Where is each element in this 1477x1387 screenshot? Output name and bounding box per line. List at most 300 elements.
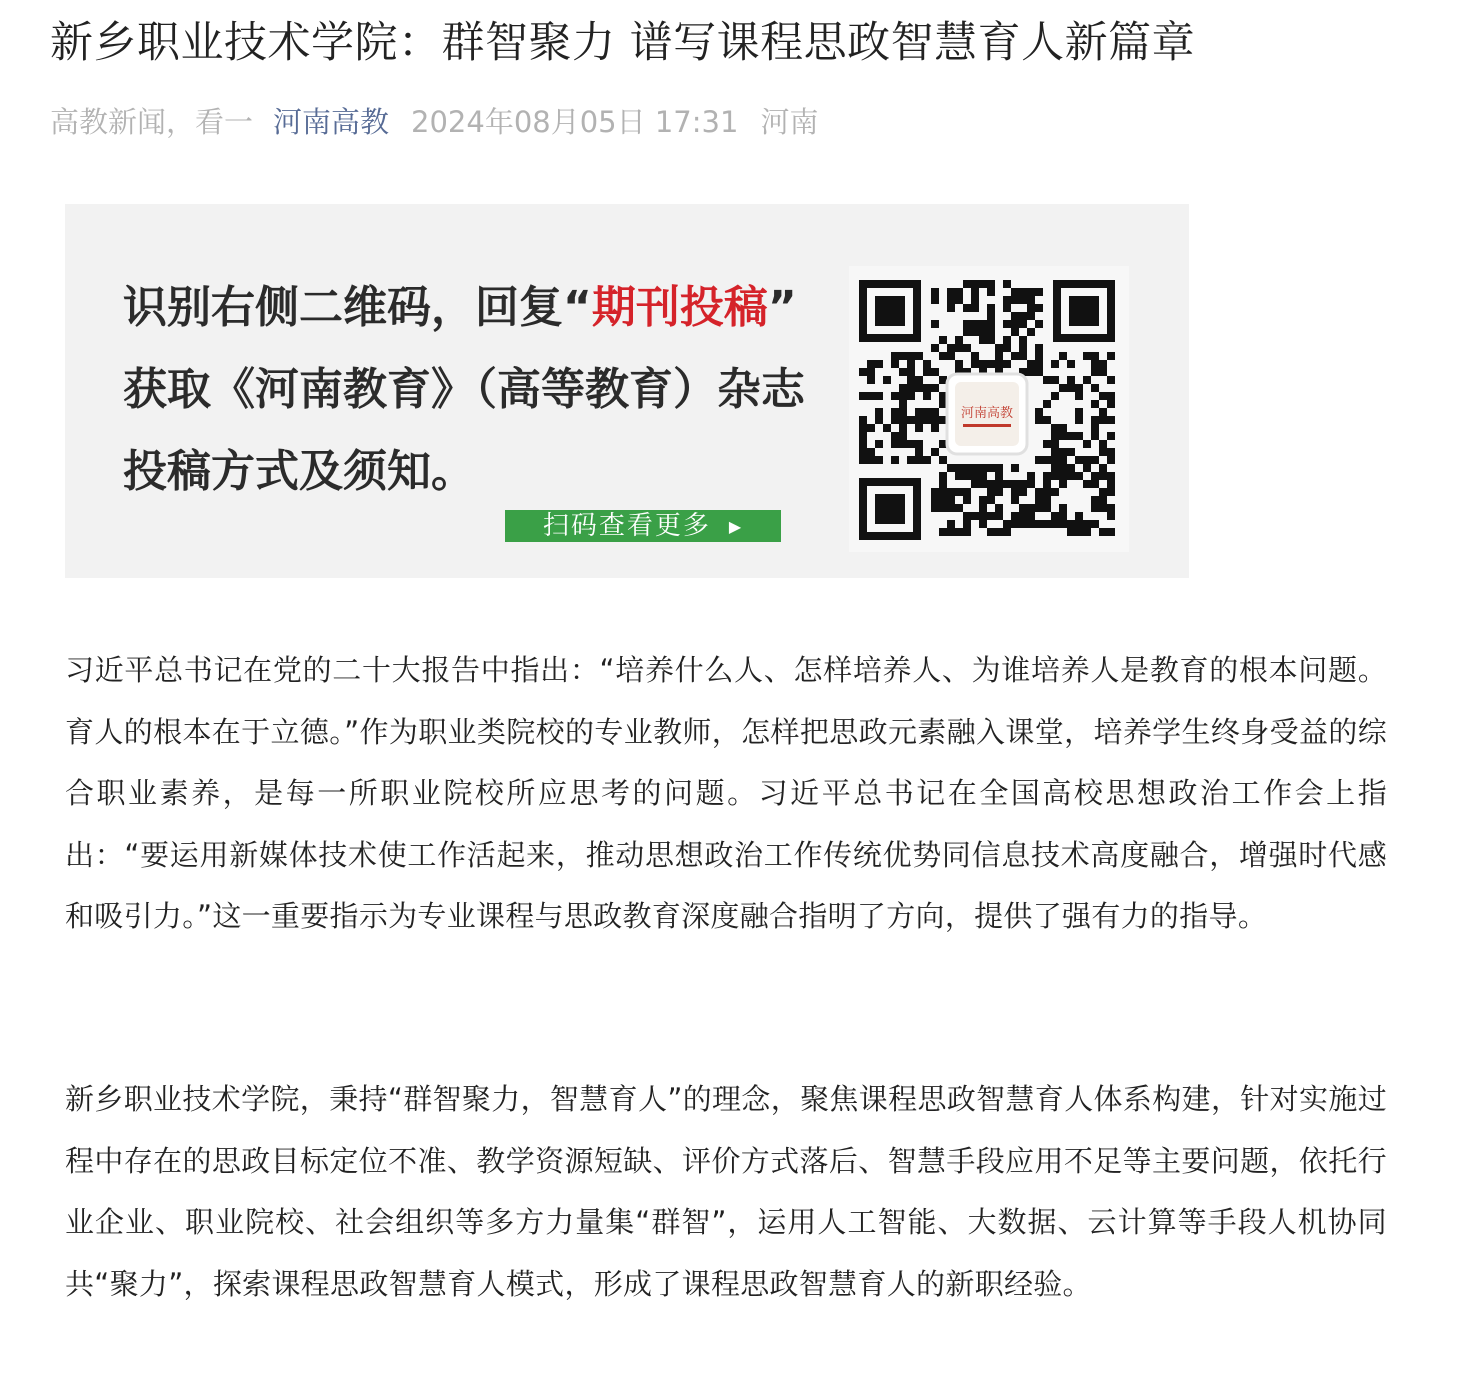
- qr-module: [947, 352, 955, 360]
- qr-module: [971, 328, 979, 336]
- qr-module: [1051, 432, 1059, 440]
- qr-module: [1019, 296, 1027, 304]
- qr-module: [987, 488, 995, 496]
- qr-module: [1107, 448, 1115, 456]
- qr-module: [1067, 384, 1075, 392]
- qr-module: [1075, 416, 1083, 424]
- qr-module: [947, 464, 955, 472]
- qr-module: [867, 456, 875, 464]
- qr-module: [963, 520, 971, 528]
- qr-module: [1035, 488, 1043, 496]
- qr-module: [891, 456, 899, 464]
- qr-module: [883, 376, 891, 384]
- qr-module: [1011, 488, 1019, 496]
- qr-module: [1051, 464, 1059, 472]
- qr-module: [971, 512, 979, 520]
- qr-module: [899, 352, 907, 360]
- qr-module: [1083, 456, 1091, 464]
- qr-module: [939, 528, 947, 536]
- qr-module: [1099, 440, 1107, 448]
- qr-module: [891, 432, 899, 440]
- qr-module: [987, 480, 995, 488]
- article-paragraph-1: 习近平总书记在党的二十大报告中指出：“培养什么人、怎样培养人、为谁培养人是教育的根本问题。育人的根本在于立德。”作为职业类院校的专业教师，怎样把思政元素融入课堂，培养学生终身受益的综合职业素养，是每一所职业院校所应思考的问题。习近平总书记在全国高校思想政治工作会上指出：“要运用新媒体技术使工作活起来，推动思想政治工作传统优势同信息技术高度融合，增强时代感和吸引力。”这一重要指示为专业课程与思政教育深度融合指明了方向，提供了强有力的指导。: [65, 653, 1387, 933]
- qr-module: [947, 288, 955, 296]
- qr-module: [923, 384, 931, 392]
- qr-module: [1075, 392, 1083, 400]
- qr-module: [1003, 520, 1011, 528]
- qr-module: [1011, 496, 1019, 504]
- qr-finder-bottom-left: [859, 478, 921, 540]
- qr-module: [979, 512, 987, 520]
- qr-module: [1027, 296, 1035, 304]
- qr-module: [915, 456, 923, 464]
- qr-module: [1051, 440, 1059, 448]
- qr-module: [955, 488, 963, 496]
- qr-module: [1035, 504, 1043, 512]
- qr-module: [1027, 328, 1035, 336]
- qr-module: [1107, 376, 1115, 384]
- qr-module: [907, 392, 915, 400]
- qr-module: [1003, 360, 1011, 368]
- qr-module: [939, 352, 947, 360]
- qr-module: [1099, 464, 1107, 472]
- qr-module: [1091, 416, 1099, 424]
- qr-module: [987, 288, 995, 296]
- qr-module: [1035, 304, 1043, 312]
- qr-module: [1099, 528, 1107, 536]
- qr-module: [995, 360, 1003, 368]
- qr-module: [979, 360, 987, 368]
- qr-module: [923, 392, 931, 400]
- qr-module: [995, 512, 1003, 520]
- qr-module: [1067, 520, 1075, 528]
- qr-module: [947, 344, 955, 352]
- qr-module: [1019, 520, 1027, 528]
- qr-module: [1035, 360, 1043, 368]
- qr-module: [891, 360, 899, 368]
- qr-module: [875, 360, 883, 368]
- qr-module: [915, 424, 923, 432]
- qr-module: [1091, 368, 1099, 376]
- qr-module: [1027, 480, 1035, 488]
- qr-module: [1059, 480, 1067, 488]
- qr-module: [995, 352, 1003, 360]
- qr-module: [1075, 472, 1083, 480]
- qr-module: [955, 528, 963, 536]
- qr-module: [923, 416, 931, 424]
- article-meta: [50, 100, 818, 144]
- qr-module: [891, 392, 899, 400]
- qr-module: [907, 376, 915, 384]
- qr-module: [1091, 496, 1099, 504]
- qr-module: [1043, 376, 1051, 384]
- qr-module: [1035, 496, 1043, 504]
- qr-module: [995, 528, 1003, 536]
- qr-module: [875, 456, 883, 464]
- qr-module: [987, 312, 995, 320]
- qr-module: [1003, 336, 1011, 344]
- qr-module: [907, 440, 915, 448]
- qr-module: [1067, 432, 1075, 440]
- banner-line-2: 获取《河南教育》（高等教育）杂志: [123, 364, 805, 415]
- qr-module: [899, 432, 907, 440]
- qr-module: [1011, 312, 1019, 320]
- qr-module: [907, 456, 915, 464]
- qr-module: [1035, 456, 1043, 464]
- qr-module: [1059, 472, 1067, 480]
- qr-module: [931, 448, 939, 456]
- qr-module: [1091, 480, 1099, 488]
- qr-module: [931, 488, 939, 496]
- qr-module: [1091, 360, 1099, 368]
- qr-module: [931, 416, 939, 424]
- qr-module: [931, 384, 939, 392]
- qr-module: [995, 464, 1003, 472]
- qr-module: [987, 528, 995, 536]
- qr-module: [1091, 400, 1099, 408]
- qr-module: [1091, 472, 1099, 480]
- qr-module: [1107, 392, 1115, 400]
- qr-module: [891, 440, 899, 448]
- qr-module: [987, 496, 995, 504]
- qr-module: [1067, 360, 1075, 368]
- qr-module: [1027, 304, 1035, 312]
- qr-module: [1107, 528, 1115, 536]
- meta-account-link[interactable]: 河南高教: [273, 105, 390, 139]
- qr-module: [915, 352, 923, 360]
- qr-module: [979, 280, 987, 288]
- article-title: 新乡职业技术学院：群智聚力 谱写课程思政智慧育人新篇章: [50, 18, 1196, 68]
- qr-module: [1051, 488, 1059, 496]
- qr-module: [987, 464, 995, 472]
- qr-module: [899, 416, 907, 424]
- qr-module: [859, 448, 867, 456]
- qr-module: [1011, 320, 1019, 328]
- qr-module: [1107, 480, 1115, 488]
- meta-author: 高教新闻，看一: [50, 105, 254, 139]
- qr-module: [859, 368, 867, 376]
- qr-module: [1107, 432, 1115, 440]
- qr-module: [915, 408, 923, 416]
- qr-module: [899, 392, 907, 400]
- qr-module: [1059, 432, 1067, 440]
- qr-module: [859, 416, 867, 424]
- qr-module: [931, 296, 939, 304]
- qr-module: [867, 392, 875, 400]
- qr-module: [1019, 320, 1027, 328]
- qr-module: [947, 528, 955, 536]
- qr-module: [995, 480, 1003, 488]
- qr-module: [971, 480, 979, 488]
- qr-module: [971, 288, 979, 296]
- qr-module: [923, 408, 931, 416]
- qr-module: [1107, 512, 1115, 520]
- qr-module: [1027, 288, 1035, 296]
- qr-module: [979, 480, 987, 488]
- qr-module: [963, 304, 971, 312]
- qr-module: [1051, 360, 1059, 368]
- qr-module: [1059, 352, 1067, 360]
- qr-module: [963, 344, 971, 352]
- submission-banner-image: [65, 204, 1189, 578]
- qr-code-icon: [849, 266, 1129, 552]
- qr-module: [1067, 448, 1075, 456]
- qr-module: [923, 360, 931, 368]
- qr-module: [987, 320, 995, 328]
- qr-module: [1043, 520, 1051, 528]
- qr-module: [1027, 360, 1035, 368]
- qr-module: [1059, 456, 1067, 464]
- qr-module: [907, 352, 915, 360]
- qr-module: [995, 504, 1003, 512]
- qr-module: [1075, 432, 1083, 440]
- banner-line-3: 投稿方式及须知。: [123, 446, 475, 497]
- qr-module: [963, 328, 971, 336]
- qr-module: [1067, 528, 1075, 536]
- qr-module: [955, 344, 963, 352]
- qr-module: [1019, 480, 1027, 488]
- qr-module: [1043, 504, 1051, 512]
- qr-module: [979, 504, 987, 512]
- qr-module: [1019, 344, 1027, 352]
- qr-module: [955, 288, 963, 296]
- qr-module: [963, 512, 971, 520]
- qr-module: [1067, 464, 1075, 472]
- banner-keyword-highlight: 期刊投稿: [591, 282, 768, 333]
- qr-module: [971, 296, 979, 304]
- qr-module: [987, 336, 995, 344]
- qr-module: [1107, 352, 1115, 360]
- qr-module: [1099, 472, 1107, 480]
- qr-code: [849, 266, 1129, 552]
- qr-module: [939, 496, 947, 504]
- qr-module: [859, 424, 867, 432]
- qr-module: [1099, 392, 1107, 400]
- qr-module: [971, 360, 979, 368]
- banner-line-1-prefix: 识别右侧二维码，回复“: [123, 282, 592, 333]
- qr-module: [987, 512, 995, 520]
- qr-module: [1083, 528, 1091, 536]
- qr-module: [1019, 336, 1027, 344]
- qr-module: [1091, 384, 1099, 392]
- qr-module: [1019, 512, 1027, 520]
- banner-line-1: [123, 278, 797, 338]
- qr-module: [1027, 312, 1035, 320]
- qr-module: [1043, 472, 1051, 480]
- qr-module: [1107, 416, 1115, 424]
- qr-module: [939, 336, 947, 344]
- qr-module: [1027, 368, 1035, 376]
- qr-module: [1059, 424, 1067, 432]
- qr-module: [915, 384, 923, 392]
- qr-module: [899, 424, 907, 432]
- qr-module: [867, 360, 875, 368]
- qr-module: [875, 408, 883, 416]
- qr-module: [1091, 424, 1099, 432]
- qr-module: [1003, 344, 1011, 352]
- qr-module: [1011, 352, 1019, 360]
- qr-module: [1043, 416, 1051, 424]
- qr-module: [987, 360, 995, 368]
- qr-module: [883, 424, 891, 432]
- qr-module: [995, 488, 1003, 496]
- qr-module: [1035, 408, 1043, 416]
- qr-module: [1099, 488, 1107, 496]
- meta-location: 河南: [760, 105, 819, 139]
- qr-module: [1099, 504, 1107, 512]
- qr-module: [907, 360, 915, 368]
- qr-module: [1067, 376, 1075, 384]
- qr-module: [1067, 472, 1075, 480]
- qr-module: [1019, 288, 1027, 296]
- qr-module: [1027, 472, 1035, 480]
- qr-module: [1035, 352, 1043, 360]
- qr-module: [1107, 472, 1115, 480]
- qr-module: [1035, 520, 1043, 528]
- meta-publish-time: 2024年08月05日 17:31: [411, 105, 739, 139]
- qr-module: [963, 528, 971, 536]
- qr-module: [1019, 504, 1027, 512]
- qr-module: [1011, 328, 1019, 336]
- qr-module: [963, 320, 971, 328]
- qr-module: [1083, 480, 1091, 488]
- qr-module: [1019, 352, 1027, 360]
- qr-module: [1099, 408, 1107, 416]
- qr-finder-top-left: [859, 280, 921, 342]
- qr-module: [955, 296, 963, 304]
- qr-module: [875, 392, 883, 400]
- qr-logo-text: 河南高教: [960, 406, 1014, 421]
- qr-module: [1107, 456, 1115, 464]
- qr-module: [1051, 512, 1059, 520]
- qr-module: [931, 368, 939, 376]
- qr-module: [1027, 504, 1035, 512]
- qr-module: [1099, 360, 1107, 368]
- qr-module: [979, 328, 987, 336]
- qr-module: [899, 368, 907, 376]
- qr-module: [1075, 456, 1083, 464]
- qr-module: [1099, 448, 1107, 456]
- qr-module: [1019, 488, 1027, 496]
- qr-module: [1059, 504, 1067, 512]
- qr-module: [1011, 288, 1019, 296]
- scan-more-button: [505, 510, 781, 542]
- qr-module: [1099, 496, 1107, 504]
- qr-module: [971, 320, 979, 328]
- qr-module: [931, 496, 939, 504]
- qr-module: [899, 440, 907, 448]
- qr-module: [979, 320, 987, 328]
- qr-module: [1059, 384, 1067, 392]
- qr-module: [1011, 296, 1019, 304]
- qr-module: [1107, 504, 1115, 512]
- qr-module: [995, 472, 1003, 480]
- qr-module: [923, 456, 931, 464]
- qr-module: [867, 376, 875, 384]
- qr-module: [867, 424, 875, 432]
- qr-module: [1003, 480, 1011, 488]
- qr-module: [1099, 416, 1107, 424]
- qr-module: [1091, 456, 1099, 464]
- qr-module: [955, 336, 963, 344]
- qr-module: [1035, 368, 1043, 376]
- qr-module: [1043, 400, 1051, 408]
- qr-module: [1051, 448, 1059, 456]
- qr-module: [1043, 496, 1051, 504]
- qr-module: [1027, 520, 1035, 528]
- qr-module: [939, 480, 947, 488]
- qr-module: [1051, 472, 1059, 480]
- qr-module: [859, 392, 867, 400]
- qr-module: [931, 504, 939, 512]
- qr-module: [979, 496, 987, 504]
- qr-module: [891, 408, 899, 416]
- qr-module: [963, 496, 971, 504]
- qr-module: [947, 496, 955, 504]
- qr-module: [1091, 432, 1099, 440]
- qr-module: [915, 376, 923, 384]
- qr-module: [971, 472, 979, 480]
- qr-module: [947, 304, 955, 312]
- qr-module: [971, 304, 979, 312]
- qr-module: [1043, 480, 1051, 488]
- qr-module: [1051, 520, 1059, 528]
- article-paragraph-2: 新乡职业技术学院，秉持“群智聚力，智慧育人”的理念，聚焦课程思政智慧育人体系构建，针对实施过程中存在的思政目标定位不准、教学资源短缺、评价方式落后、智慧手段应用不足等主要问题，依托行业企业、职业院校、社会组织等多方力量集“群智”，运用人工智能、大数据、云计算等手段人机协同共“聚力”，探索课程思政智慧育人模式，形成了课程思政智慧育人的新职经验。: [65, 1082, 1387, 1301]
- qr-module: [1075, 520, 1083, 528]
- qr-module: [859, 456, 867, 464]
- qr-module: [939, 472, 947, 480]
- qr-module: [931, 344, 939, 352]
- qr-module: [955, 504, 963, 512]
- qr-module: [987, 328, 995, 336]
- qr-module: [931, 408, 939, 416]
- qr-module: [963, 464, 971, 472]
- qr-module: [923, 368, 931, 376]
- qr-module: [1051, 376, 1059, 384]
- qr-finder-top-right: [1053, 280, 1115, 342]
- qr-module: [907, 416, 915, 424]
- qr-module: [907, 368, 915, 376]
- qr-module: [963, 488, 971, 496]
- qr-module: [979, 520, 987, 528]
- qr-module: [1083, 464, 1091, 472]
- qr-module: [1059, 448, 1067, 456]
- qr-module: [955, 360, 963, 368]
- qr-module: [963, 472, 971, 480]
- qr-module: [1107, 400, 1115, 408]
- qr-module: [859, 432, 867, 440]
- qr-module: [1091, 504, 1099, 512]
- qr-module: [939, 488, 947, 496]
- qr-module: [1003, 304, 1011, 312]
- qr-module: [955, 464, 963, 472]
- qr-module: [1083, 352, 1091, 360]
- qr-module: [915, 448, 923, 456]
- banner-line-1-suffix: ”: [767, 282, 797, 333]
- qr-module: [1027, 512, 1035, 520]
- qr-module: [931, 288, 939, 296]
- qr-module: [1003, 320, 1011, 328]
- qr-module: [1075, 384, 1083, 392]
- qr-module: [1091, 352, 1099, 360]
- qr-module: [1059, 520, 1067, 528]
- qr-module: [867, 448, 875, 456]
- qr-module: [859, 440, 867, 448]
- qr-module: [1019, 312, 1027, 320]
- qr-module: [1107, 488, 1115, 496]
- qr-module: [1099, 368, 1107, 376]
- qr-module: [907, 384, 915, 392]
